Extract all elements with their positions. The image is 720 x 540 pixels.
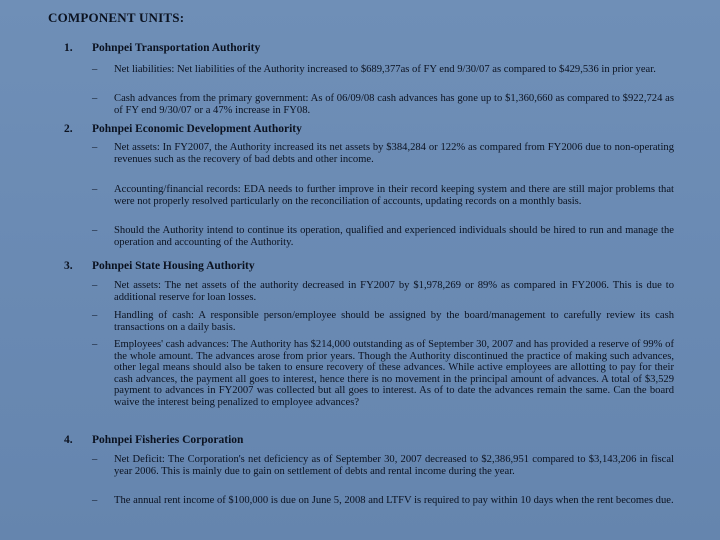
bullet-text: Net liabilities: Net liabilities of the Authority increased to $689,377as of FY end 9/30/07 as compared to $429,536 in prior year. — [114, 64, 656, 75]
bullet-text: Accounting/financial records: EDA needs to further improve in their record keeping system and there are still major problems that were not properly resolved particularly on the reconciliation of accounts, updating records on a monthly basis. — [114, 184, 674, 207]
bullet-item — [92, 495, 674, 507]
section-2 — [64, 123, 674, 248]
dash-bullet-icon: – — [92, 280, 98, 291]
bullet-text: The annual rent income of $100,000 is due on June 5, 2008 and LTFV is required to pay within 10 days when the rent becomes due. — [114, 495, 674, 506]
dash-bullet-icon: – — [92, 64, 98, 75]
dash-bullet-icon: – — [92, 339, 98, 350]
section-3 — [64, 260, 674, 408]
section-number: 2. — [64, 123, 73, 135]
section-name: Pohnpei Fisheries Corporation — [92, 434, 244, 446]
dash-bullet-icon: – — [92, 142, 98, 153]
section-title — [64, 42, 664, 54]
section-number: 3. — [64, 260, 73, 272]
bullet-item — [92, 310, 674, 333]
bullet-text: Handling of cash: A responsible person/employee should be assigned by the board/management to carefully review its cash transactions on a daily basis. — [114, 310, 674, 333]
dash-bullet-icon: – — [92, 184, 98, 195]
section-name: Pohnpei Transportation Authority — [92, 42, 261, 54]
section-title — [64, 123, 664, 135]
dash-bullet-icon: – — [92, 495, 98, 506]
section-name: Pohnpei State Housing Authority — [92, 260, 255, 272]
section-4 — [64, 434, 674, 506]
section-title — [64, 434, 664, 446]
bullet-text: Cash advances from the primary government: As of 06/09/08 cash advances has gone up to $1,360,660 as compared to $922,724 as of FY end 9/30/07 or a 47% increase in FY08. — [114, 93, 674, 116]
bullet-text: Net assets: The net assets of the authority decreased in FY2007 by $1,978,269 or 89% as compared in FY2006. This is due to additional reserve for loan losses. — [114, 280, 674, 303]
dash-bullet-icon: – — [92, 225, 98, 236]
bullet-item — [92, 93, 674, 116]
dash-bullet-icon: – — [92, 93, 98, 104]
bullet-item — [92, 184, 674, 207]
bullet-item — [92, 280, 674, 303]
bullet-text: Should the Authority intend to continue its operation, qualified and experienced individuals should be hired to run and manage the operation and accounting of the Authority. — [114, 225, 674, 248]
section-title — [64, 260, 664, 272]
bullet-item — [92, 454, 674, 477]
section-name: Pohnpei Economic Development Authority — [92, 123, 302, 135]
bullet-item — [92, 339, 674, 408]
bullet-text: Net assets: In FY2007, the Authority increased its net assets by $384,284 or 122% as compared from FY2006 due to non-operating revenues such as the recovery of bad debts and other income. — [114, 142, 674, 165]
bullet-item — [92, 64, 674, 76]
bullet-item — [92, 225, 674, 248]
section-number: 1. — [64, 42, 73, 54]
bullet-text: Net Deficit: The Corporation's net deficiency as of September 30, 2007 decreased to $2,386,951 compared to $3,143,206 in fiscal year 2006. This is mainly due to gain on settlement of debts and rental income during the year. — [114, 454, 674, 477]
dash-bullet-icon: – — [92, 454, 98, 465]
page-heading: COMPONENT UNITS: — [48, 10, 185, 25]
section-1 — [64, 42, 674, 116]
section-number: 4. — [64, 434, 73, 446]
bullet-text: Employees' cash advances: The Authority has $214,000 outstanding as of September 30, 2007 and has provided a reserve of 99% of the whole amount. The advances arose from prior years. Though the Authority discontinued the practice of making such advances, other legal means should also be taken to ensure recovery of these advances. While active employees are allotting to pay for their cash advances, the payment all goes to interest, hence there is no movement in the principal amount of advances. A total of $3,529 payment to advances in FY2007 was collected but all goes to interest. As of to date the advances remain the same. Can the board waive the interest being penalized to employee advances? — [114, 339, 674, 408]
dash-bullet-icon: – — [92, 310, 98, 321]
bullet-item — [92, 142, 674, 165]
